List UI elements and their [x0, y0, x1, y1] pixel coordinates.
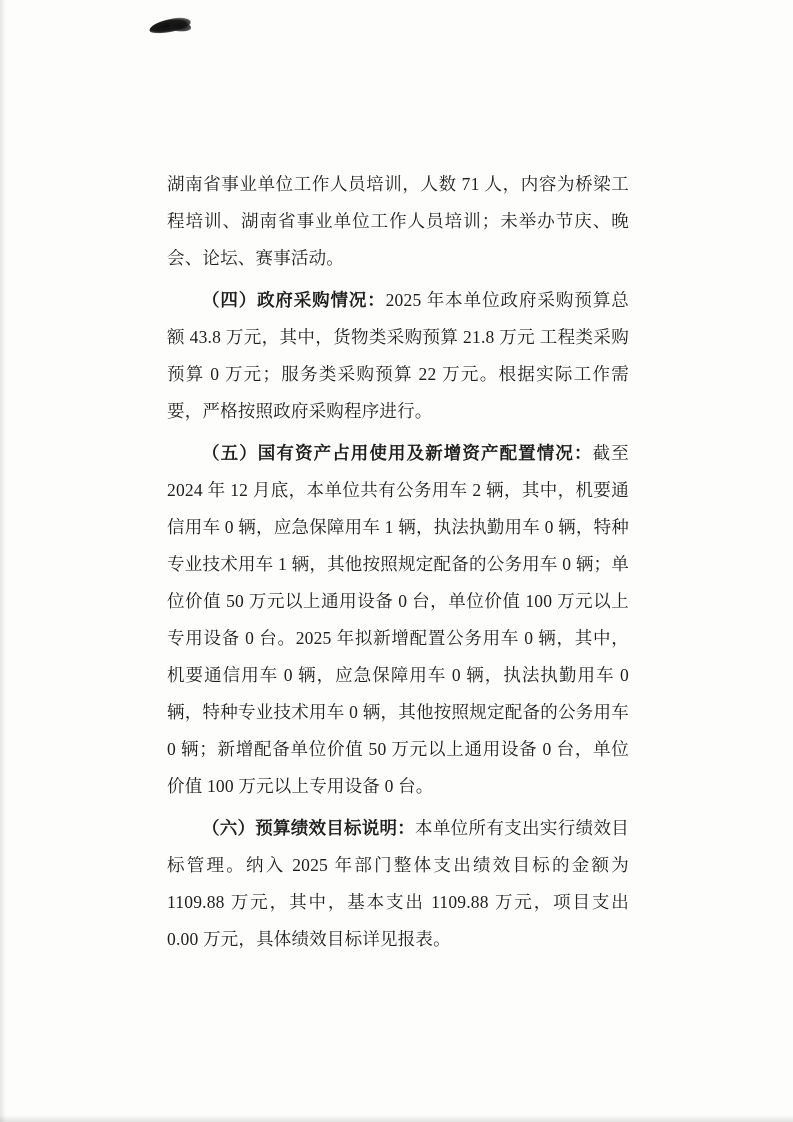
- paragraph: [167, 810, 629, 958]
- paragraph: [167, 166, 629, 277]
- paragraph-heading-run: （四）政府采购情况：: [202, 290, 386, 310]
- scan-smudge-mark: [148, 16, 192, 35]
- paragraph-heading-run: （六）预算绩效目标说明：: [202, 818, 415, 838]
- paragraph-text-run: 湖南省事业单位工作人员培训，人数 71 人，内容为桥梁工程培训、湖南省事业单位工作人员培训；未举办节庆、晚会、论坛、赛事活动。: [167, 174, 629, 268]
- paragraph: [167, 435, 629, 805]
- paragraph-text-run: 截至 2024 年 12 月底，本单位共有公务用车 2 辆，其中，机要通信用车 0 辆，应急保障用车 1 辆，执法执勤用车 0 辆，特种专业技术用车 1 辆，其他按照规定配备的公务用车 0 辆；单位价值 50 万元以上通用设备 0 台，单位价值 100 万元以上专用设备 0 台。2025 年拟新增配置公务用车 0 辆，其中，机要通信用车 0 辆，应急保障用车 0 辆，执法执勤用车 0 辆，特种专业技术用车 0 辆，其他按照规定配备的公务用车 0 辆；新增配备单位价值 50 万元以上通用设备 0 台，单位价值 100 万元以上专用设备 0 台。: [167, 443, 629, 796]
- paragraph-text-run: 本单位所有支出实行绩效目标管理。纳入 2025 年部门整体支出绩效目标的金额为 1109.88 万元，其中，基本支出 1109.88 万元，项目支出 0.00 万元，具体绩效目标详见报表。: [167, 818, 629, 949]
- paragraph-text-run: 2025 年本单位政府采购预算总额 43.8 万元，其中，货物类采购预算 21.8 万元 工程类采购预算 0 万元；服务类采购预算 22 万元。根据实际工作需要，严格按照政府采购程序进行。: [167, 290, 630, 421]
- paragraph-heading-run: （五）国有资产占用使用及新增资产配置情况：: [202, 443, 593, 463]
- paragraph: [167, 282, 629, 430]
- document-body: [167, 166, 629, 963]
